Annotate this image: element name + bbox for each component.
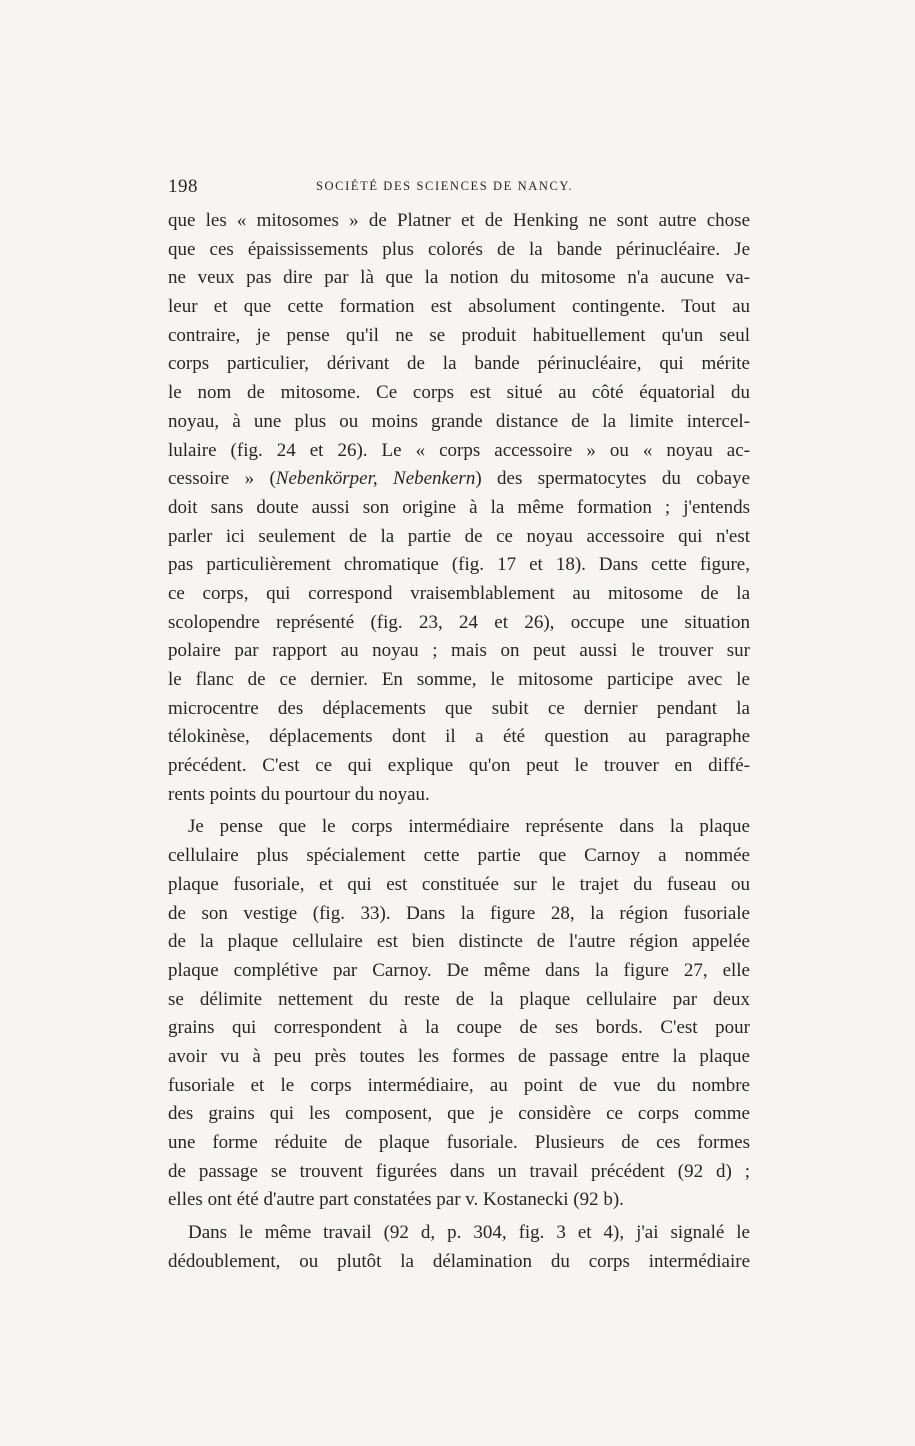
text-line: microcentre des déplacements que subit ce dernier pendant la bbox=[168, 697, 750, 719]
text-line: dédoublement, ou plutôt la délamination du corps intermédiaire bbox=[168, 1250, 750, 1272]
text-line: ce corps, qui correspond vraisemblablement au mitosome de la bbox=[168, 582, 750, 604]
text-line: parler ici seulement de la partie de ce noyau accessoire qui n'est bbox=[168, 525, 750, 547]
page-number: 198 bbox=[168, 176, 198, 197]
text-line: pas particulièrement chromatique (fig. 17 et 18). Dans cette figure, bbox=[168, 554, 750, 576]
running-title: SOCIÉTÉ DES SCIENCES DE NANCY. bbox=[316, 179, 574, 193]
text-line: ne veux pas dire par là que la notion du mitosome n'a aucune va- bbox=[168, 267, 750, 289]
text-line: scolopendre représenté (fig. 23, 24 et 26), occupe une situation bbox=[168, 611, 750, 633]
text-line: fusoriale et le corps intermédiaire, au point de vue du nombre bbox=[168, 1074, 750, 1096]
text-line: que les « mitosomes » de Platner et de Henking ne sont autre chose bbox=[168, 210, 750, 231]
text-line: lulaire (fig. 24 et 26). Le « corps accessoire » ou « noyau ac- bbox=[168, 439, 750, 461]
text-line: le nom de mitosome. Ce corps est situé au côté équatorial du bbox=[168, 382, 750, 404]
text-line: se délimite nettement du reste de la plaque cellulaire par deux bbox=[168, 988, 750, 1010]
text-line: Dans le même travail (92 d, p. 304, fig. 3 et 4), j'ai signalé le bbox=[188, 1222, 750, 1244]
paragraph-2 bbox=[168, 813, 750, 1215]
text-line: polaire par rapport au noyau ; mais on peut aussi le trouver sur bbox=[168, 640, 750, 662]
text-line: avoir vu à peu près toutes les formes de passage entre la plaque bbox=[168, 1045, 750, 1067]
text-line: contraire, je pense qu'il ne se produit habituellement qu'un seul bbox=[168, 324, 750, 346]
text-line: leur et que cette formation est absolument contingente. Tout au bbox=[168, 296, 750, 318]
text-line: noyau, à une plus ou moins grande distance de la limite intercel- bbox=[168, 410, 750, 432]
paragraph-3 bbox=[168, 1219, 750, 1276]
text-line: des grains qui les composent, que je considère ce corps comme bbox=[168, 1103, 750, 1125]
text-line: doit sans doute aussi son origine à la même formation ; j'entends bbox=[168, 496, 750, 518]
text-line: corps particulier, dérivant de la bande périnucléaire, qui mérite bbox=[168, 353, 750, 375]
text-line: cessoire » (Nebenkörper, Nebenkern) des spermatocytes du cobaye bbox=[168, 468, 751, 490]
page-header bbox=[168, 176, 750, 200]
text-line: plaque fusoriale, et qui est constituée sur le trajet du fuseau ou bbox=[168, 873, 750, 895]
text-line: de son vestige (fig. 33). Dans la figure 28, la région fusoriale bbox=[168, 902, 750, 924]
text-line: grains qui correspondent à la coupe de ses bords. C'est pour bbox=[168, 1017, 750, 1039]
text-line: le flanc de ce dernier. En somme, le mitosome participe avec le bbox=[168, 669, 750, 690]
text-line: plaque complétive par Carnoy. De même dans la figure 27, elle bbox=[168, 959, 750, 981]
text-line: rents points du pourtour du noyau. bbox=[168, 783, 430, 805]
text-line: précédent. C'est ce qui explique qu'on peut le trouver en diffé- bbox=[168, 755, 750, 777]
text-line: de la plaque cellulaire est bien distincte de l'autre région appelée bbox=[168, 931, 750, 953]
text-line: Je pense que le corps intermédiaire représente dans la plaque bbox=[188, 816, 750, 838]
text-line: télokinèse, déplacements dont il a été question au paragraphe bbox=[168, 726, 750, 748]
text-line: cellulaire plus spécialement cette partie que Carnoy a nommée bbox=[168, 845, 750, 867]
text-line: une forme réduite de plaque fusoriale. Plusieurs de ces formes bbox=[168, 1132, 750, 1153]
paragraph-1 bbox=[168, 207, 750, 809]
text-line: elles ont été d'autre part constatées par v. Kostanecki (92 b). bbox=[168, 1189, 624, 1211]
body-text bbox=[168, 207, 750, 1276]
text-line: que ces épaississements plus colorés de la bande périnucléaire. Je bbox=[168, 238, 750, 260]
text-line: de passage se trouvent figurées dans un travail précédent (92 d) ; bbox=[168, 1160, 750, 1182]
